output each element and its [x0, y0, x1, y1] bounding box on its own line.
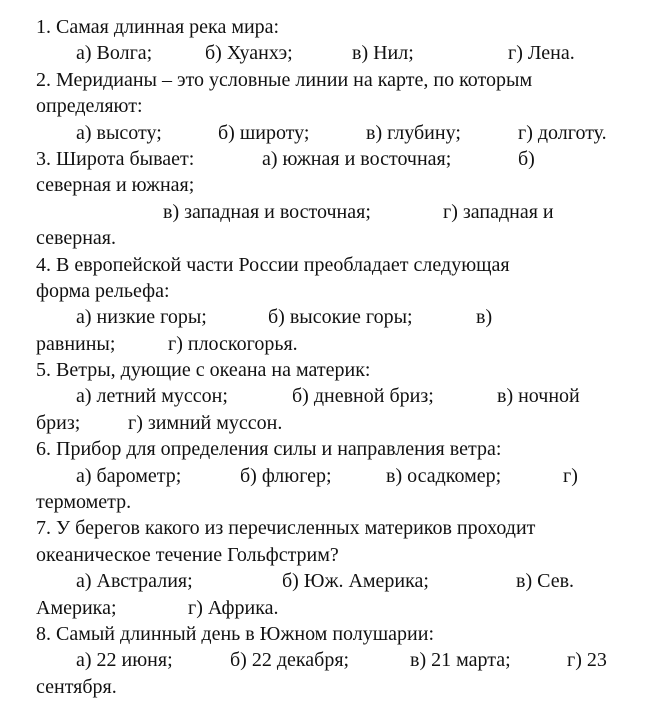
question-4-stem-cont: [0, 278, 661, 304]
question-text: 4. В европейской части России преобладает следующая: [36, 253, 510, 276]
option-g: г) долготу.: [518, 121, 607, 144]
option-a: а) Австралия;: [76, 570, 193, 593]
question-7-options: [0, 568, 661, 594]
option-v: в) 21 марта;: [410, 649, 511, 672]
option-a: а) южная и восточная;: [262, 147, 452, 170]
option-g: г): [563, 464, 578, 487]
option-g-text: термометр.: [36, 491, 132, 514]
question-text: 3. Широта бывает:: [36, 147, 195, 170]
question-1-stem: [0, 14, 661, 40]
option-a: а) 22 июня;: [76, 649, 173, 672]
option-v-text: Америка;: [36, 596, 117, 619]
question-7-stem: [0, 515, 661, 541]
option-b: б) высокие горы;: [268, 306, 413, 329]
option-b: б) Юж. Америка;: [282, 570, 429, 593]
question-3-stem: [0, 146, 661, 172]
option-b-text: северная и южная;: [36, 174, 195, 197]
option-g: г) зимний муссон.: [128, 411, 283, 434]
question-8-stem: [0, 621, 661, 647]
question-6-stem: [0, 436, 661, 462]
option-a: а) летний муссон;: [76, 385, 228, 408]
option-g: г) Лена.: [508, 42, 575, 65]
question-text: 6. Прибор для определения силы и направления ветра:: [36, 438, 502, 461]
option-v: в) осадкомер;: [386, 464, 502, 487]
option-v: в) западная и восточная;: [163, 200, 371, 223]
question-5-options: [0, 383, 661, 409]
question-8-options: [0, 647, 661, 673]
question-text: океаническое течение Гольфстрим?: [36, 543, 339, 566]
quiz-document: [0, 14, 661, 700]
option-v: в): [476, 306, 493, 329]
question-3-options-cont: [0, 172, 661, 198]
option-a: а) барометр;: [76, 464, 182, 487]
option-v: в) Нил;: [352, 42, 414, 65]
question-text: 1. Самая длинная река мира:: [36, 16, 280, 38]
option-b: б) флюгер;: [240, 464, 332, 487]
option-a: а) Волга;: [76, 42, 153, 65]
option-b: б) дневной бриз;: [292, 385, 434, 408]
question-2-stem: [0, 67, 661, 93]
option-g: г) западная и: [443, 200, 554, 223]
question-text: 2. Меридианы – это условные линии на карте, по которым: [36, 68, 533, 91]
question-text: форма рельефа:: [36, 279, 170, 302]
question-text: 7. У берегов какого из перечисленных материков проходит: [36, 517, 536, 540]
question-4-options: [0, 304, 661, 330]
option-v: в) Сев.: [516, 570, 575, 593]
option-b: б) широту;: [218, 121, 310, 144]
question-5-stem: [0, 357, 661, 383]
question-4-options-cont: [0, 331, 661, 357]
question-text: 8. Самый длинный день в Южном полушарии:: [36, 622, 434, 645]
option-b: б) 22 декабря;: [230, 649, 350, 672]
question-7-stem-cont: [0, 542, 661, 568]
question-text: 5. Ветры, дующие с океана на материк:: [36, 359, 371, 382]
option-v: в) ночной: [497, 385, 580, 408]
question-2-stem-cont: [0, 93, 661, 119]
option-v: в) глубину;: [366, 121, 461, 144]
option-v-text: равнины;: [36, 332, 116, 355]
option-v-text: бриз;: [36, 411, 81, 434]
question-5-options-cont: [0, 410, 661, 436]
option-g-text: северная.: [36, 227, 116, 250]
question-8-options-cont: [0, 674, 661, 700]
question-6-options: [0, 463, 661, 489]
question-text: определяют:: [36, 95, 143, 118]
option-g: г) Африка.: [188, 596, 279, 619]
option-g: г) плоскогорья.: [168, 332, 298, 355]
question-6-options-cont: [0, 489, 661, 515]
option-a: а) высоту;: [76, 121, 162, 144]
option-g: г) 23: [567, 649, 607, 672]
question-4-stem: [0, 252, 661, 278]
question-7-options-cont: [0, 595, 661, 621]
option-g-text: сентября.: [36, 675, 117, 698]
question-3-options-cont: [0, 225, 661, 251]
question-1-options: [0, 40, 661, 66]
option-a: а) низкие горы;: [76, 306, 207, 329]
option-b: б) Хуанхэ;: [205, 42, 293, 65]
option-b: б): [518, 147, 535, 170]
question-3-options: [0, 199, 661, 225]
question-2-options: [0, 120, 661, 146]
